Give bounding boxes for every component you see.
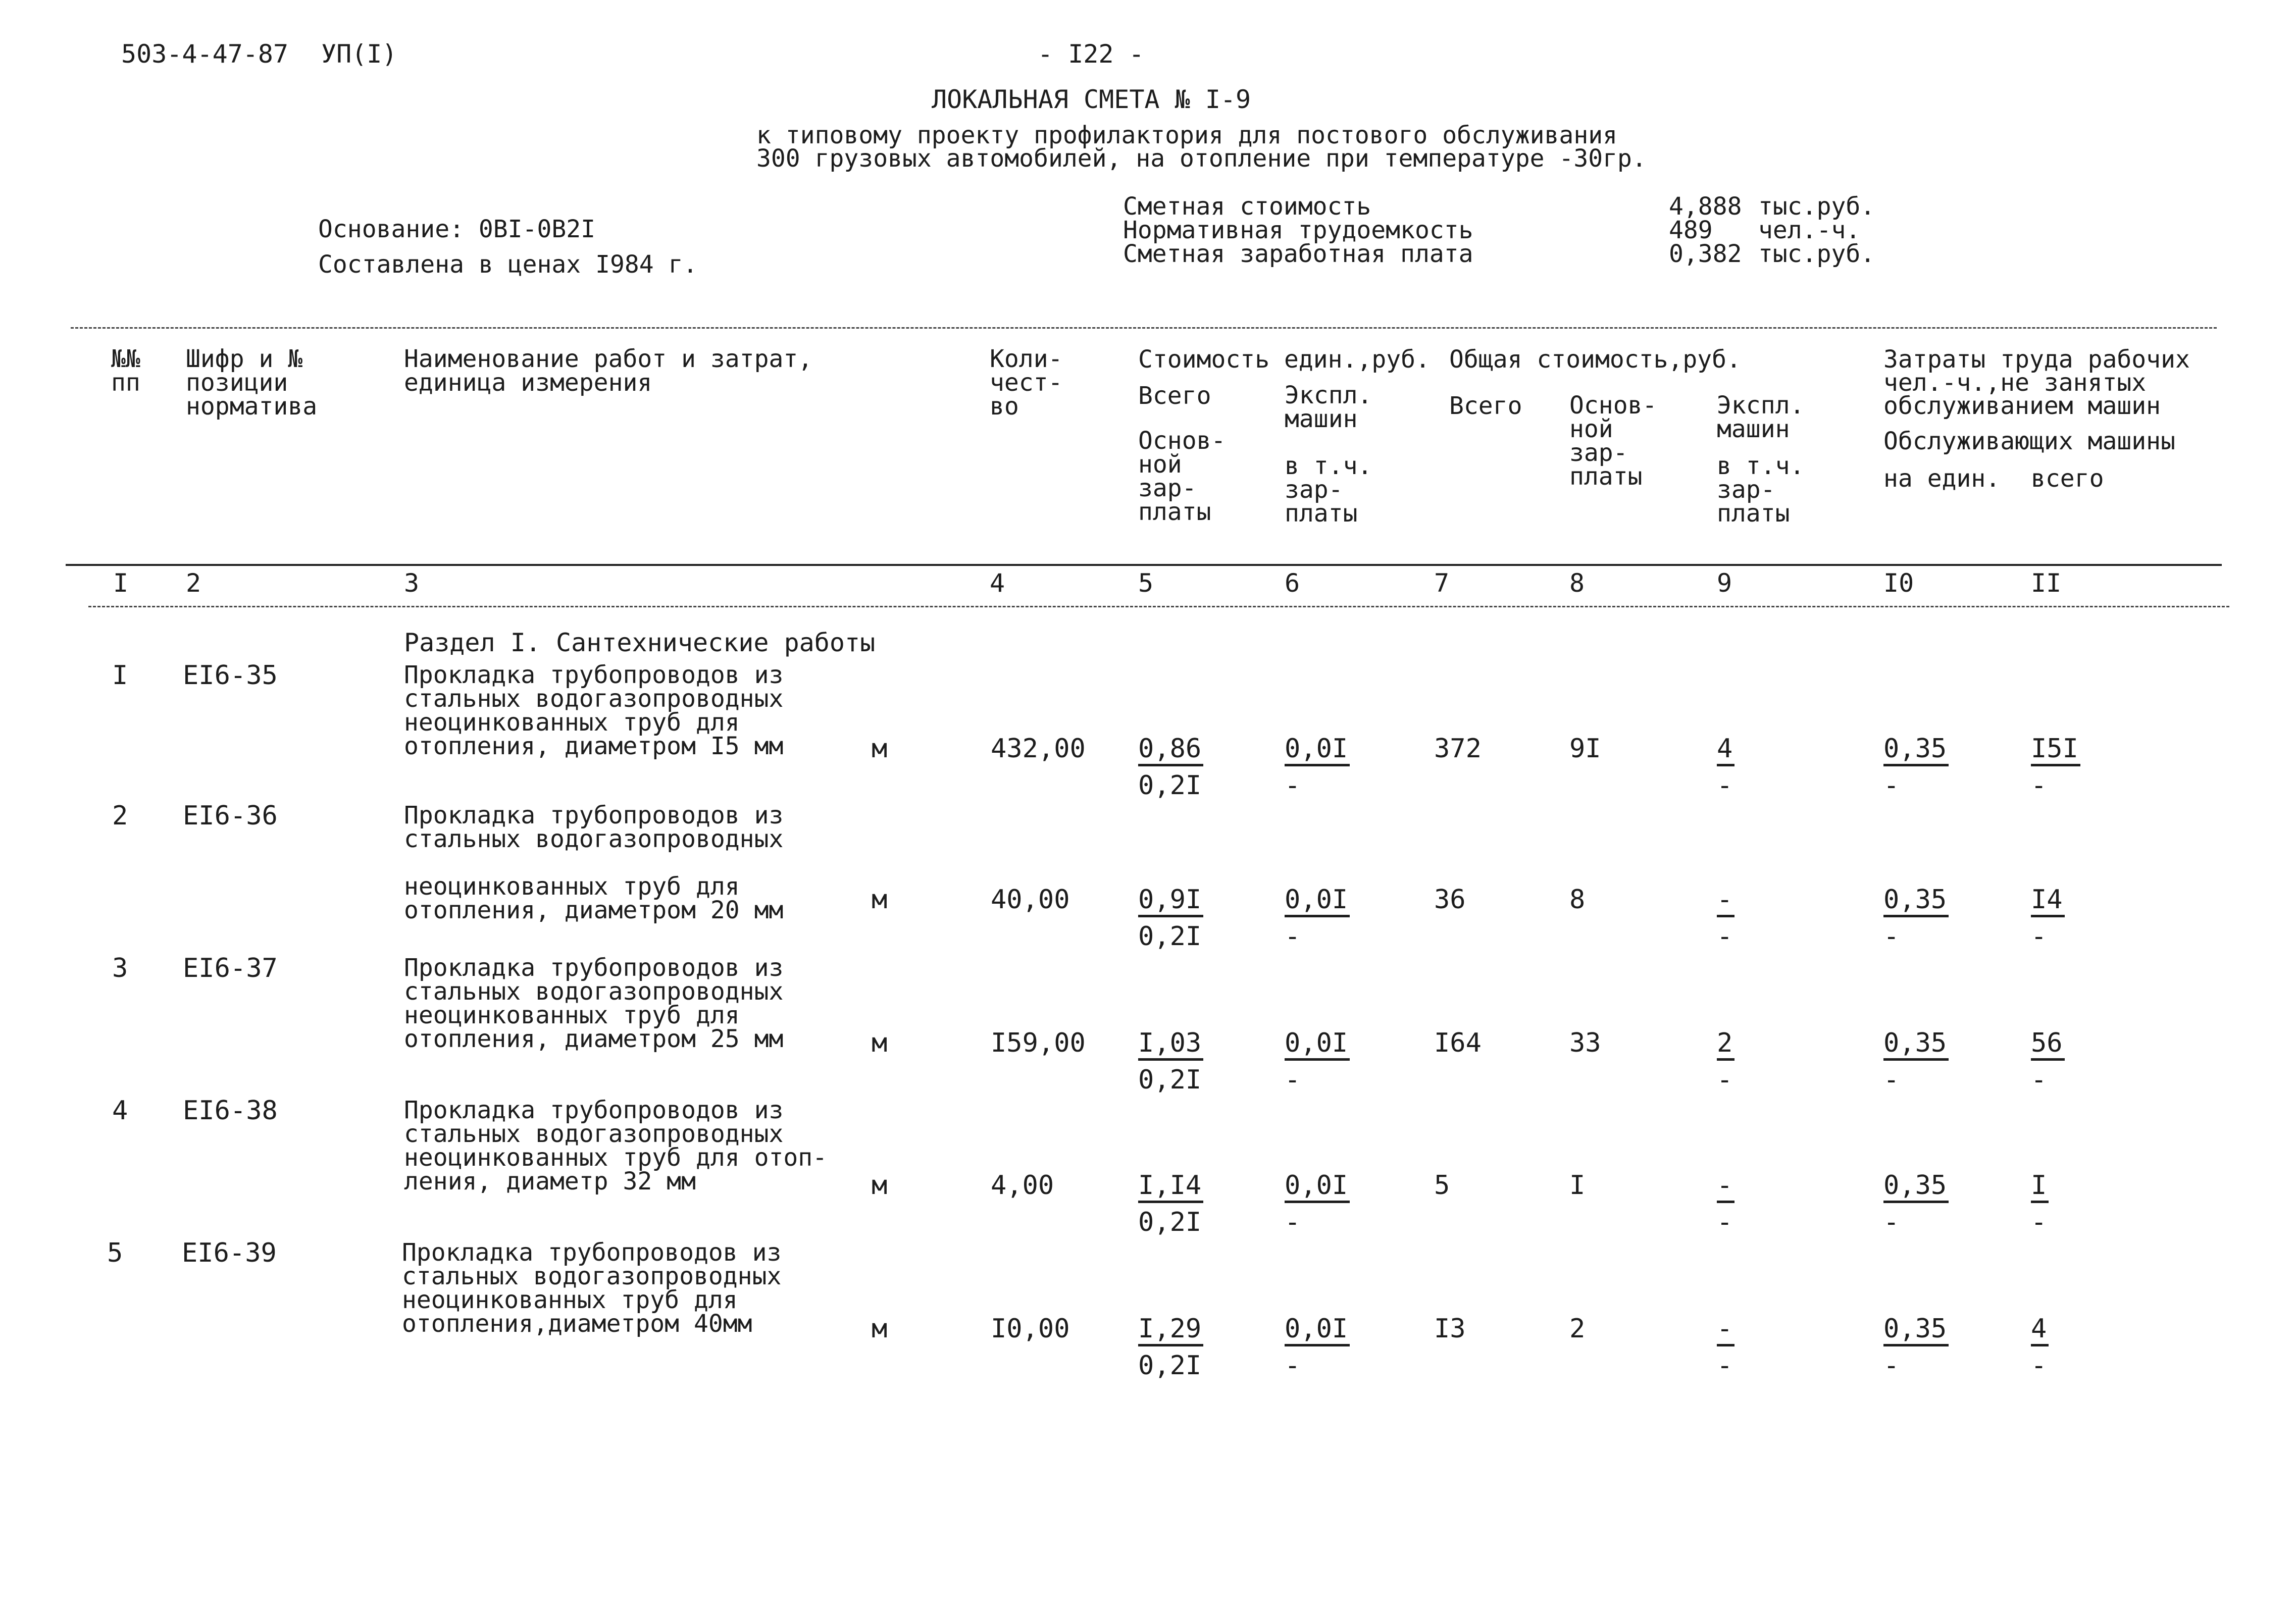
unit-cost-wage: 0,2I bbox=[1138, 770, 1202, 801]
unit-cost-total: I,29 bbox=[1138, 1316, 1203, 1346]
page-title: ЛОКАЛЬНАЯ СМЕТА № I-9 bbox=[932, 85, 1251, 114]
labor-per-unit-cell bbox=[1883, 887, 1949, 950]
row-quantity: I59,00 bbox=[991, 1028, 1086, 1058]
summary-value: 4,888 bbox=[1669, 192, 1742, 221]
row-quantity: 4,00 bbox=[991, 1170, 1054, 1201]
col-number: 4 bbox=[990, 568, 1005, 598]
unit-machine-cost: 0,0I bbox=[1285, 887, 1350, 917]
col-header-total-wage: Основ- ной зар- платы bbox=[1569, 391, 1657, 491]
row-unit: м bbox=[872, 1028, 888, 1058]
summary-unit: тыс.руб. bbox=[1758, 240, 1875, 268]
labor-per-unit-cell bbox=[1883, 1030, 1949, 1093]
labor-total: 56 bbox=[2031, 1030, 2065, 1061]
document-code: 503-4-47-87 bbox=[121, 39, 289, 69]
col-header-total-cost: Общая стоимость,руб. bbox=[1449, 345, 1741, 374]
page-number: - I22 - bbox=[1038, 39, 1144, 69]
column-number-rule bbox=[88, 606, 2229, 607]
unit-machine-cost: 0,0I bbox=[1285, 1316, 1350, 1346]
row-code: ЕI6-37 bbox=[183, 953, 278, 983]
labor-total-machines: - bbox=[2031, 1065, 2047, 1095]
col-header-labor-3: обслуживанием машин bbox=[1883, 392, 2161, 420]
row-code: ЕI6-35 bbox=[183, 660, 278, 691]
row-code: ЕI6-39 bbox=[182, 1238, 277, 1268]
row-code: ЕI6-38 bbox=[183, 1096, 278, 1126]
row-name: Прокладка трубопроводов из стальных водогазопроводных неоцинкованных труб для отопления, диаметром 25 мм bbox=[404, 954, 784, 1053]
labor-total-cell bbox=[2031, 887, 2065, 950]
col-header-code: Шифр и № позиции норматива bbox=[186, 345, 318, 421]
unit-machine-cell bbox=[1285, 887, 1350, 950]
summary-label: Нормативная трудоемкость bbox=[1123, 216, 1473, 244]
summary-unit: чел.-ч. bbox=[1758, 216, 1861, 244]
price-level: Составлена в ценах I984 г. bbox=[318, 250, 698, 279]
labor-per-unit: 0,35 bbox=[1883, 736, 1949, 766]
col-header-labor-total: всего bbox=[2031, 464, 2104, 493]
summary-value: 0,382 bbox=[1669, 240, 1742, 268]
total-machine-cell bbox=[1717, 1316, 1734, 1379]
col-number: I0 bbox=[1883, 568, 1914, 598]
unit-cost-total: 0,86 bbox=[1138, 736, 1203, 766]
unit-machine-cost: 0,0I bbox=[1285, 1030, 1350, 1061]
row-number: 3 bbox=[112, 953, 128, 983]
unit-cost-cell bbox=[1138, 1316, 1203, 1379]
total-cost: 5 bbox=[1434, 1170, 1450, 1201]
col-number: 5 bbox=[1138, 568, 1154, 598]
labor-per-unit: 0,35 bbox=[1883, 1316, 1949, 1346]
total-machine-wage: - bbox=[1717, 1207, 1733, 1237]
total-cost: 36 bbox=[1434, 885, 1466, 915]
total-machine-wage: - bbox=[1717, 1065, 1733, 1095]
row-quantity: 432,00 bbox=[991, 734, 1086, 764]
row-code: ЕI6-36 bbox=[183, 801, 278, 831]
total-wage: 2 bbox=[1569, 1314, 1586, 1344]
summary-value: 489 bbox=[1669, 216, 1713, 244]
table-top-rule bbox=[71, 327, 2217, 329]
unit-machine-cell bbox=[1285, 1316, 1350, 1379]
row-quantity: I0,00 bbox=[991, 1314, 1070, 1344]
unit-cost-wage: 0,2I bbox=[1138, 1065, 1202, 1095]
labor-total-cell bbox=[2031, 1172, 2049, 1235]
col-header-quantity: Коли- чест- во bbox=[990, 345, 1063, 421]
total-wage: 8 bbox=[1569, 885, 1586, 915]
total-machine-cost: - bbox=[1717, 1316, 1734, 1346]
unit-cost-wage: 0,2I bbox=[1138, 921, 1202, 952]
unit-cost-cell bbox=[1138, 887, 1203, 950]
summary-unit: тыс.руб. bbox=[1758, 192, 1875, 221]
col-header-unit-machine-wage: в т.ч. зар- платы bbox=[1285, 452, 1372, 528]
section-title: Раздел I. Сантехнические работы bbox=[404, 628, 876, 657]
labor-total-machines: - bbox=[2031, 1207, 2047, 1237]
col-header-labor-1: Затраты труда рабочих bbox=[1883, 345, 2190, 374]
col-header-row-number: №№ пп bbox=[111, 345, 140, 397]
col-number: 7 bbox=[1434, 568, 1450, 598]
col-header-unit-cost: Стоимость един.,руб. bbox=[1138, 345, 1430, 374]
labor-per-unit: 0,35 bbox=[1883, 887, 1949, 917]
unit-machine-cost: 0,0I bbox=[1285, 1172, 1350, 1203]
unit-machine-cell bbox=[1285, 1030, 1350, 1093]
unit-cost-total: 0,9I bbox=[1138, 887, 1203, 917]
total-machine-cost: 2 bbox=[1717, 1030, 1734, 1061]
col-number: II bbox=[2031, 568, 2062, 598]
col-header-unit-wage: Основ- ной зар- платы bbox=[1138, 427, 1226, 526]
labor-per-unit: 0,35 bbox=[1883, 1172, 1949, 1203]
row-quantity: 40,00 bbox=[991, 885, 1070, 915]
col-number: I bbox=[113, 568, 129, 598]
header-bottom-rule bbox=[66, 564, 2222, 566]
col-number: 6 bbox=[1285, 568, 1300, 598]
total-machine-cost: - bbox=[1717, 1172, 1734, 1203]
unit-machine-wage: - bbox=[1285, 1351, 1301, 1381]
unit-cost-total: I,I4 bbox=[1138, 1172, 1203, 1203]
row-name: Прокладка трубопроводов из стальных водогазопроводных неоцинкованных труб для отопления, диаметром I5 мм bbox=[404, 661, 784, 760]
labor-total-cell bbox=[2031, 736, 2080, 799]
col-header-labor-per-unit: на един. bbox=[1883, 464, 2001, 493]
row-name: Прокладка трубопроводов из стальных водогазопроводных неоцинкованных труб для отоп- ления, диаметр 32 мм bbox=[404, 1096, 828, 1196]
summary-label: Сметная заработная плата bbox=[1123, 240, 1473, 268]
col-header-total: Всего bbox=[1449, 392, 1522, 420]
unit-machine-wage: - bbox=[1285, 1065, 1301, 1095]
row-unit: м bbox=[872, 1170, 888, 1201]
total-wage: 33 bbox=[1569, 1028, 1601, 1058]
labor-total: I bbox=[2031, 1172, 2049, 1203]
row-number: 5 bbox=[107, 1238, 123, 1268]
unit-cost-total: I,03 bbox=[1138, 1030, 1203, 1061]
row-name: Прокладка трубопроводов из стальных водогазопроводных неоцинкованных труб для отопления, диаметром 20 мм bbox=[404, 801, 784, 924]
labor-per-unit-cell bbox=[1883, 1316, 1949, 1379]
row-number: 4 bbox=[112, 1096, 128, 1126]
subtitle-line-1: к типовому проекту профилактория для постового обслуживания bbox=[756, 121, 1618, 149]
total-wage: 9I bbox=[1569, 734, 1601, 764]
total-machine-cost: - bbox=[1717, 887, 1734, 917]
col-header-labor-2: чел.-ч.,не занятых bbox=[1883, 369, 2147, 397]
unit-cost-cell bbox=[1138, 1030, 1203, 1093]
labor-total-machines: - bbox=[2031, 770, 2047, 801]
total-machine-cell bbox=[1717, 1030, 1734, 1093]
row-name: Прокладка трубопроводов из стальных водогазопроводных неоцинкованных труб для отопления,диаметром 40мм bbox=[402, 1238, 782, 1338]
row-unit: м bbox=[872, 885, 888, 915]
unit-machine-cell bbox=[1285, 1172, 1350, 1235]
labor-per-unit-machines: - bbox=[1883, 1207, 1900, 1237]
col-header-unit-total: Всего bbox=[1138, 382, 1211, 410]
row-number: 2 bbox=[112, 801, 128, 831]
labor-total-cell bbox=[2031, 1030, 2065, 1093]
unit-cost-cell bbox=[1138, 1172, 1203, 1235]
labor-total: 4 bbox=[2031, 1316, 2049, 1346]
labor-per-unit-cell bbox=[1883, 1172, 1949, 1235]
album-number: УП(I) bbox=[321, 39, 397, 69]
subtitle-line-2: 300 грузовых автомобилей, на отопление при температуре -30гр. bbox=[756, 144, 1647, 173]
total-cost: 372 bbox=[1434, 734, 1482, 764]
summary-label: Сметная стоимость bbox=[1123, 192, 1371, 221]
total-machine-cell bbox=[1717, 736, 1734, 799]
labor-total-machines: - bbox=[2031, 1351, 2047, 1381]
col-header-unit-machines: Экспл. машин bbox=[1285, 381, 1372, 433]
total-machine-wage: - bbox=[1717, 921, 1733, 952]
unit-cost-wage: 0,2I bbox=[1138, 1207, 1202, 1237]
labor-per-unit: 0,35 bbox=[1883, 1030, 1949, 1061]
col-number: 9 bbox=[1717, 568, 1732, 598]
labor-per-unit-machines: - bbox=[1883, 770, 1900, 801]
row-unit: м bbox=[872, 734, 888, 764]
unit-cost-wage: 0,2I bbox=[1138, 1351, 1202, 1381]
labor-per-unit-cell bbox=[1883, 736, 1949, 799]
unit-machine-wage: - bbox=[1285, 770, 1301, 801]
col-header-total-machine-wage: в т.ч. зар- платы bbox=[1717, 452, 1805, 528]
labor-per-unit-machines: - bbox=[1883, 921, 1900, 952]
total-machine-cost: 4 bbox=[1717, 736, 1734, 766]
unit-machine-wage: - bbox=[1285, 921, 1301, 952]
total-cost: I3 bbox=[1434, 1314, 1466, 1344]
col-number: 3 bbox=[404, 568, 420, 598]
labor-per-unit-machines: - bbox=[1883, 1065, 1900, 1095]
labor-total-machines: - bbox=[2031, 921, 2047, 952]
total-machine-wage: - bbox=[1717, 1351, 1733, 1381]
col-header-labor-4: Обслуживающих машины bbox=[1883, 427, 2175, 455]
labor-total: I5I bbox=[2031, 736, 2080, 766]
unit-machine-cost: 0,0I bbox=[1285, 736, 1350, 766]
row-number: I bbox=[112, 660, 128, 691]
total-machine-cell bbox=[1717, 1172, 1734, 1235]
col-number: 8 bbox=[1569, 568, 1585, 598]
basis: Основание: 0ВI-0В2I bbox=[318, 215, 596, 243]
total-cost: I64 bbox=[1434, 1028, 1482, 1058]
total-machine-cell bbox=[1717, 887, 1734, 950]
unit-machine-cell bbox=[1285, 736, 1350, 799]
total-wage: I bbox=[1569, 1170, 1586, 1201]
row-unit: м bbox=[872, 1314, 888, 1344]
labor-total: I4 bbox=[2031, 887, 2065, 917]
unit-cost-cell bbox=[1138, 736, 1203, 799]
total-machine-wage: - bbox=[1717, 770, 1733, 801]
labor-total-cell bbox=[2031, 1316, 2049, 1379]
col-number: 2 bbox=[186, 568, 201, 598]
labor-per-unit-machines: - bbox=[1883, 1351, 1900, 1381]
col-header-name: Наименование работ и затрат, единица измерения bbox=[404, 345, 813, 397]
col-header-total-machines: Экспл. машин bbox=[1717, 391, 1805, 443]
unit-machine-wage: - bbox=[1285, 1207, 1301, 1237]
